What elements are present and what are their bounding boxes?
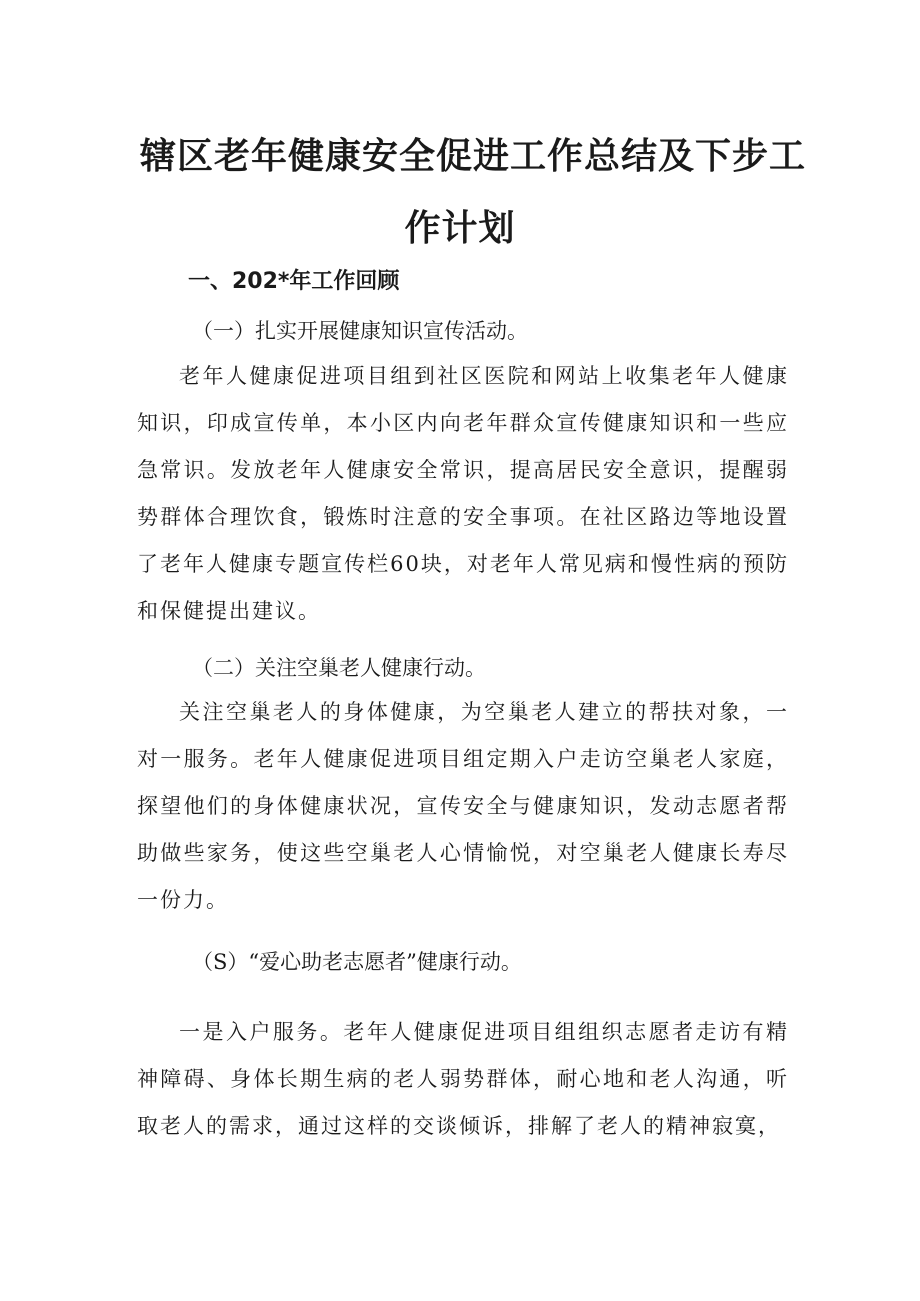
subsection-heading-3: （S）“爱心助老志愿者”健康行动。: [192, 950, 522, 974]
section-heading-work-review: 一、202*年工作回顾: [188, 269, 400, 294]
document-title-line-2: 作计划: [404, 208, 516, 249]
document-title-line-1: 辖区老年健康安全促进工作总结及下步工: [140, 136, 807, 177]
subsection-heading-1: （一）扎实开展健康知识宣传活动。: [192, 319, 528, 343]
paragraph-3: 一是入户服务。老年人健康促进项目组组织志愿者走访有精神障碍、身体长期生病的老人弱势群体，耐心地和老人沟通，听取老人的需求，通过这样的交谈倾诉，排解了老人的精神寂寞，: [137, 1020, 789, 1138]
subsection-heading-2: （二）关注空巢老人健康行动。: [192, 656, 486, 680]
paragraph-2: 关注空巢老人的身体健康，为空巢老人建立的帮扶对象，一对一服务。老年人健康促进项目组定期入户走访空巢老人家庭，探望他们的身体健康状况，宣传安全与健康知识，发动志愿者帮助做些家务，使这些空巢老人心情愉悦，对空巢老人健康长寿尽一份力。: [137, 700, 789, 912]
paragraph-1: 老年人健康促进项目组到社区医院和网站上收集老年人健康知识，印成宣传单，本小区内向老年群众宣传健康知识和一些应急常识。发放老年人健康安全常识，提高居民安全意识，提醒弱势群体合理饮食，锻炼时注意的安全事项。在社区路边等地设置了老年人健康专题宣传栏60块，对老年人常见病和慢性病的预防和保健提出建议。: [137, 364, 789, 623]
